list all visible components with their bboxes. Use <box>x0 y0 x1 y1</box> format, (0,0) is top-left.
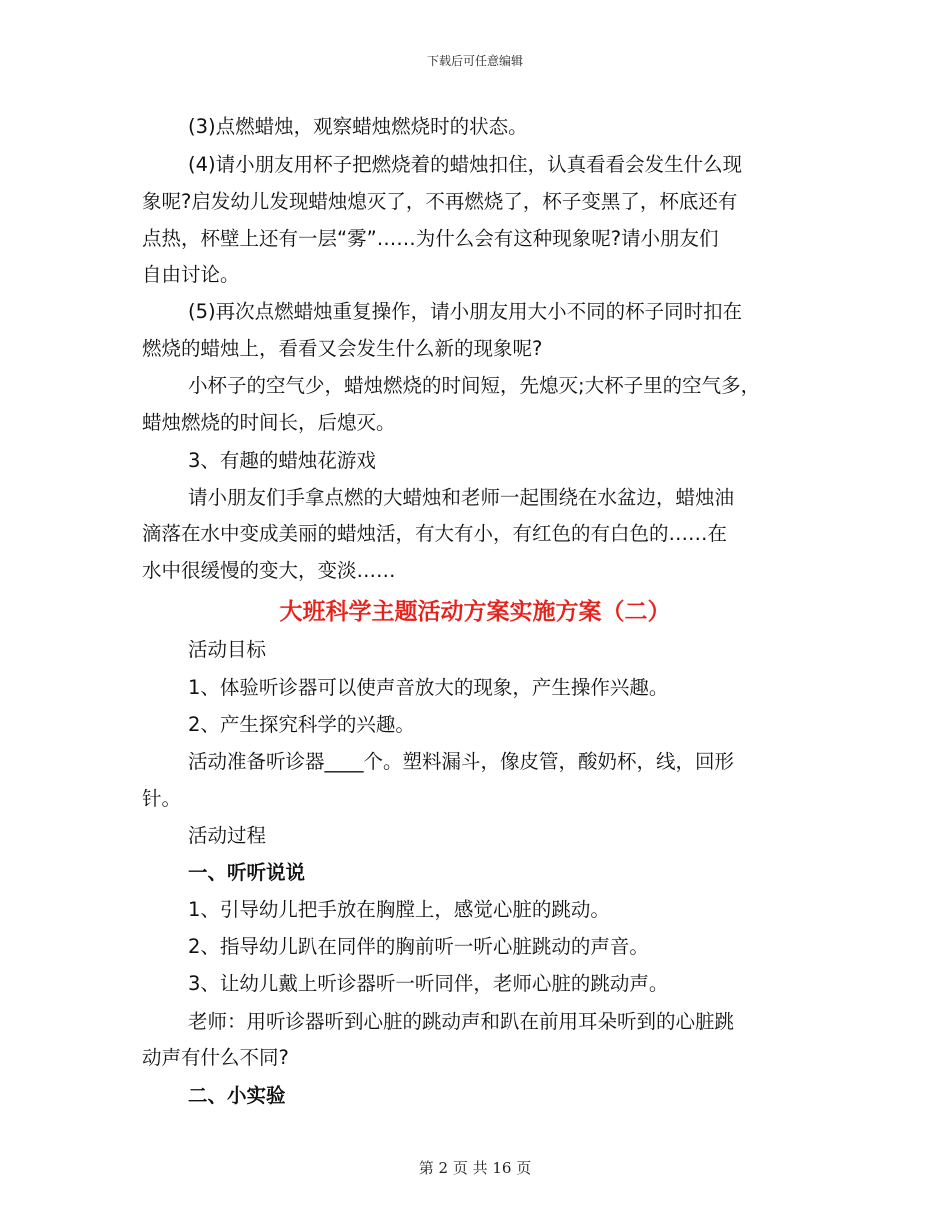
subheading: 一、听听说说 <box>188 861 306 884</box>
paragraph-line: 3、让幼儿戴上听诊器听一听同伴，老师心脏的跳动声。 <box>188 972 669 995</box>
paragraph-line: (3)点燃蜡烛，观察蜡烛燃烧时的状态。 <box>188 115 528 138</box>
paragraph-line: 2、产生探究科学的兴趣。 <box>188 713 415 736</box>
paragraph-line: 活动过程 <box>188 824 267 847</box>
paragraph-line: (5)再次点燃蜡烛重复操作，请小朋友用大小不同的杯子同时扣在 <box>188 300 743 323</box>
paragraph-line: 水中很缓慢的变大，变淡…… <box>142 559 396 582</box>
paragraph-line: 2、指导幼儿趴在同伴的胸前听一听心脏跳动的声音。 <box>188 935 649 958</box>
paragraph-line: 1、引导幼儿把手放在胸膛上，感觉心脏的跳动。 <box>188 898 610 921</box>
paragraph-line: 1、体验听诊器可以使声音放大的现象，产生操作兴趣。 <box>188 676 669 699</box>
page-header: 下载后可任意编辑 <box>426 54 523 68</box>
paragraph-line: 蜡烛燃烧的时间长，后熄灭。 <box>142 411 396 434</box>
paragraph-line: 3、有趣的蜡烛花游戏 <box>188 449 376 472</box>
paragraph-line: 自由讨论。 <box>142 263 240 286</box>
section-title: 大班科学主题活动方案实施方案（二） <box>279 599 671 625</box>
paragraph-line: (4)请小朋友用杯子把燃烧着的蜡烛扣住，认真看看会发生什么现 <box>188 153 743 176</box>
paragraph-line: 小杯子的空气少，蜡烛燃烧的时间短，先熄灭;大杯子里的空气多， <box>188 374 761 397</box>
paragraph-line: 老师：用听诊器听到心脏的跳动声和趴在前用耳朵听到的心脏跳 <box>188 1010 735 1033</box>
paragraph-line: 点热，杯壁上还有一层“雾”……为什么会有这种现象呢?请小朋友们 <box>142 227 719 250</box>
paragraph-line: 针。 <box>142 787 182 810</box>
paragraph-line: 活动目标 <box>188 638 267 661</box>
page-footer: 第 2 页 共 16 页 <box>418 1159 532 1177</box>
paragraph-line: 象呢?启发幼儿发现蜡烛熄灭了，不再燃烧了，杯子变黑了，杯底还有 <box>142 190 738 213</box>
paragraph-line: 燃烧的蜡烛上，看看又会发生什么新的现象呢? <box>142 337 543 360</box>
paragraph-line: 请小朋友们手拿点燃的大蜡烛和老师一起围绕在水盆边，蜡烛油 <box>188 486 735 509</box>
paragraph-line: 动声有什么不同? <box>142 1046 289 1069</box>
paragraph-line: 活动准备听诊器____个。塑料漏斗，像皮管，酸奶杯，线，回形 <box>188 750 735 773</box>
subheading: 二、小实验 <box>188 1084 286 1107</box>
paragraph-line: 滴落在水中变成美丽的蜡烛活，有大有小，有红色的有白色的……在 <box>142 522 728 545</box>
